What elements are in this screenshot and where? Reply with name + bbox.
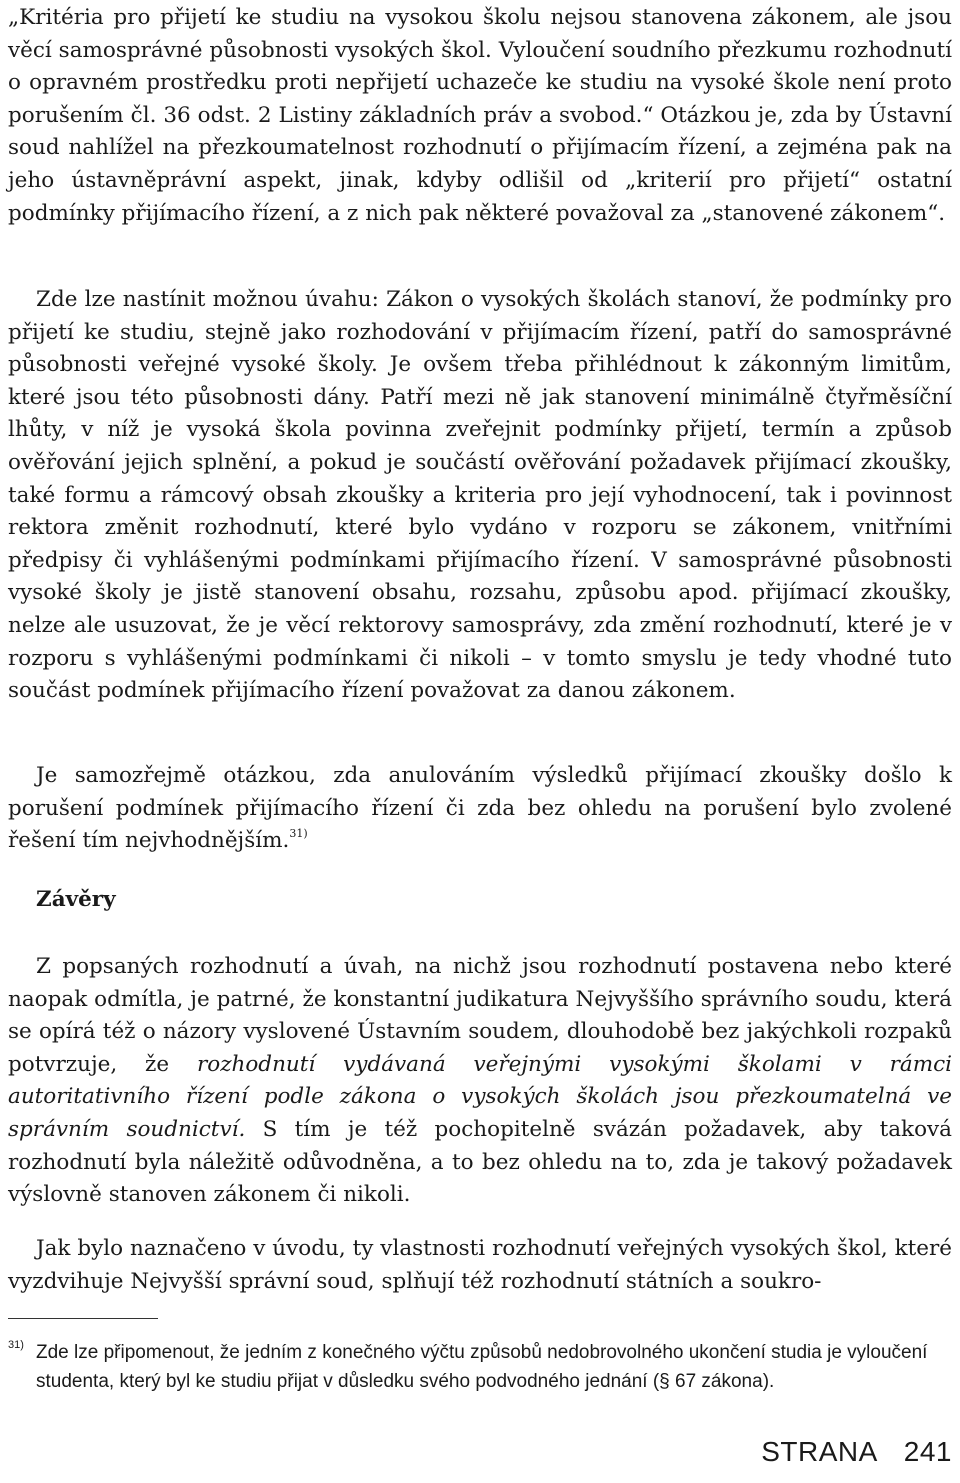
paragraph-conclusion xyxy=(8,951,952,1212)
paragraph-introduction-reference: Jak bylo naznačeno v úvodu, ty vlastnosti rozhodnutí veřejných vysokých škol, které vyzdvihuje Nejvyšší správní soud, splňují též rozhodnutí státních a soukro- xyxy=(8,1236,952,1294)
paragraph-question xyxy=(8,760,952,858)
footnote-divider xyxy=(8,1318,158,1319)
paragraph-question-text: Je samozřejmě otázkou, zda anulováním výsledků přijímací zkoušky došlo k porušení podmínek přijímacího řízení či zda bez ohledu na porušení bylo zvolené řešení tím nejvhodnějším. xyxy=(8,763,952,854)
footnote-text: Zde lze připomenout, že jedním z konečného výčtu způsobů nedobrovolného ukončení studia je vyloučení studenta, který byl ke studiu přijat v důsledku svého podvodného jednání (§ 67 zákona). xyxy=(36,1342,928,1392)
paragraph-consideration: Zde lze nastínit možnou úvahu: Zákon o vysokých školách stanoví, že podmínky pro přijetí ke studiu, stejně jako rozhodování v přijímacím řízení, patří do samosprávné působnosti veřejné vysoké školy. Je ovšem třeba přihlédnout k zákonným limitům, které jsou této působnosti dány. Patří mezi ně jak stanovení minimálně čtyřměsíční lhůty, v níž je vysoká škola povinna zveřejnit podmínky přijetí, termín a způsob ověřování jejich splnění, a pokud je součástí ověřování požadavek přijímací zkoušky, také formu a rámcový obsah zkoušky a kriteria pro její vyhodnocení, tak i povinnost rektora změnit rozhodnutí, které bylo vydáno v rozporu se zákonem, vnitřními předpisy či vyhlášenými podmínkami přijímacího řízení. V samosprávné působnosti vysoké školy je jistě stanovení obsahu, rozsahu, způsobu apod. přijímací zkoušky, nelze ale usuzovat, že je věcí rektorovy samosprávy, zda změní rozhodnutí, které je v rozporu s vyhlášenými podmínkami či nikoli – v tomto smyslu je tedy vhodné tuto součást podmínek přijímacího řízení považovat za danou zákonem. xyxy=(8,287,952,704)
paragraph-conclusion-italic: rozhodnutí vydávaná veřejnými vysokými školami v rámci autoritativního řízení podle zákona o vysokých školách jsou přezkoumatelná ve správním soudnictví. xyxy=(8,1051,953,1142)
paragraph-conclusion-text-1: Z popsaných rozhodnutí a úvah, na nichž jsou rozhodnutí postavena nebo které naopak odmítla, je patrné, že konstantní judikatura Nejvyššího správního soudu, která se opírá též o názory vyslovené Ústavním soudem, dlouhodobě bez jakýchkoli rozpaků potvrzuje, že xyxy=(8,954,952,1077)
page-number xyxy=(761,1436,952,1468)
footnote xyxy=(8,1338,952,1396)
page-number-value: 241 xyxy=(903,1436,952,1467)
paragraph-quote: „Kritéria pro přijetí ke studiu na vysokou školu nejsou stanovena zákonem, ale jsou věcí samosprávné působnosti vysokých škol. Vyloučení soudního přezkumu rozhodnutí o opravném prostředku proti nepřijetí uchazeče ke studiu na vysoké škole není proto porušením čl. 36 odst. 2 Listiny základních práv a svobod.“ Otázkou je, zda by Ústavní soud nahlížel na přezkoumatelnost rozhodnutí o přijímacím řízení, a zejména pak na jeho ústavněprávní aspekt, jinak, kdyby odlišil od „kriterií pro přijetí“ ostatní podmínky přijímacího řízení, a z nich pak některé považoval za „stanovené zákonem“. xyxy=(8,5,952,226)
page-label: STRANA xyxy=(761,1436,878,1467)
footnote-mark: 31) xyxy=(8,1339,24,1351)
paragraph-conclusion-text-2: S tím je též pochopitelně svázán požadavek, aby taková rozhodnutí byla náležitě odůvodněna, a to bez ohledu na to, zda je takový požadavek výslovně stanoven zákonem či nikoli. xyxy=(8,1116,952,1208)
footnote-reference: 31) xyxy=(289,827,308,841)
section-heading: Závěry xyxy=(36,887,116,912)
